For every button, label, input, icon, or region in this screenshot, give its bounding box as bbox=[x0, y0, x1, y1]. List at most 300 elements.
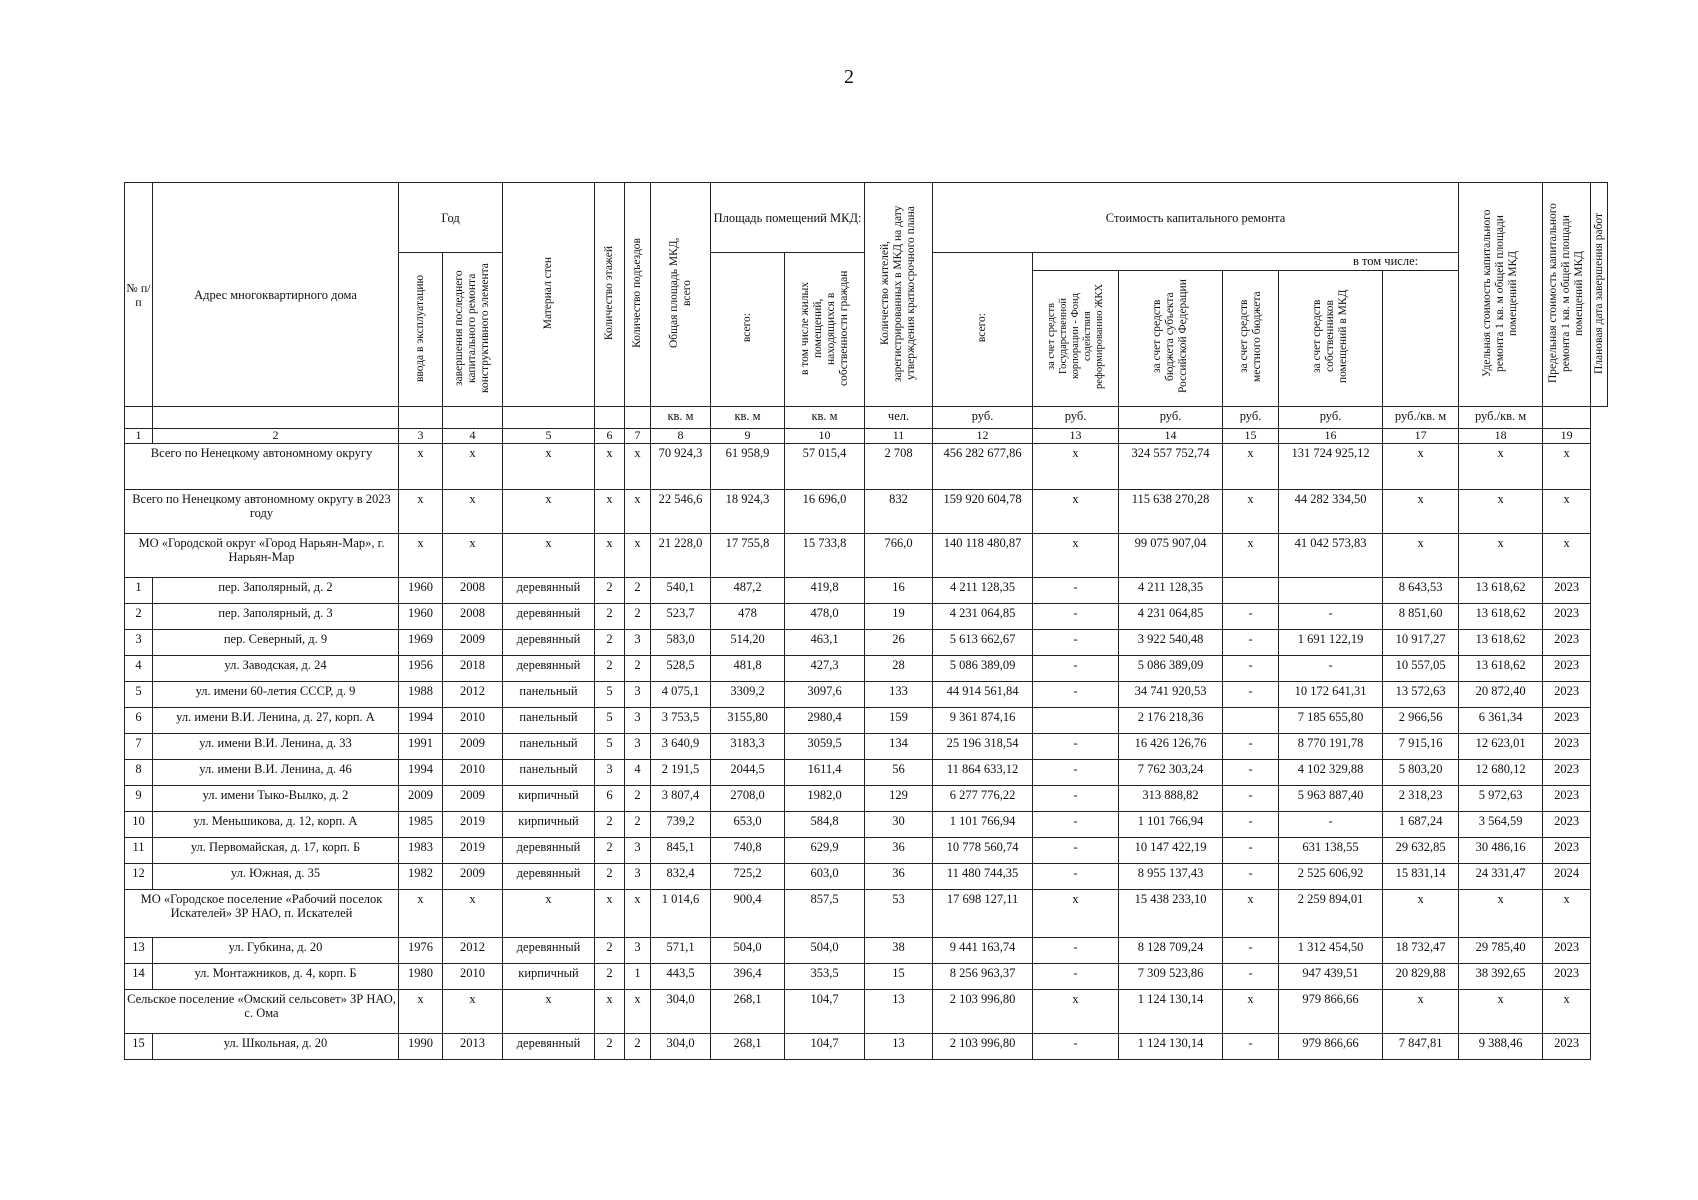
max-cost: 12 623,01 bbox=[1459, 734, 1543, 760]
cost-local: - bbox=[1223, 682, 1279, 708]
year-commission: 1990 bbox=[399, 1034, 443, 1060]
cost-fund: - bbox=[1033, 734, 1119, 760]
year-last-repair: 2013 bbox=[443, 1034, 503, 1060]
entrances: x bbox=[625, 490, 651, 534]
total-area: 21 228,0 bbox=[651, 534, 711, 578]
unit-label: руб./кв. м bbox=[1383, 407, 1459, 429]
row-number: 2 bbox=[125, 604, 153, 630]
premises-total: 481,8 bbox=[711, 656, 785, 682]
column-number: 9 bbox=[711, 429, 785, 444]
unit-label: кв. м bbox=[785, 407, 865, 429]
wall-material: панельный bbox=[503, 734, 595, 760]
header-premises-residential: в том числе жилых помещений, находящихся в собственности граждан bbox=[785, 253, 865, 407]
residents: 30 bbox=[865, 812, 933, 838]
cost-regional: 7 309 523,86 bbox=[1119, 964, 1223, 990]
cost-total: 4 211 128,35 bbox=[933, 578, 1033, 604]
year-last-repair: 2010 bbox=[443, 708, 503, 734]
cost-fund: - bbox=[1033, 838, 1119, 864]
cost-local: - bbox=[1223, 864, 1279, 890]
premises-residential: 16 696,0 bbox=[785, 490, 865, 534]
premises-total: 2708,0 bbox=[711, 786, 785, 812]
cost-local: x bbox=[1223, 990, 1279, 1034]
max-cost: x bbox=[1459, 444, 1543, 490]
header-owners: за счет средств собственников помещений в МКД bbox=[1279, 270, 1383, 406]
total-area: 3 640,9 bbox=[651, 734, 711, 760]
premises-residential: 15 733,8 bbox=[785, 534, 865, 578]
cost-total: 140 118 480,87 bbox=[933, 534, 1033, 578]
header-fund: за счет средств Государственной корпорации - Фонд содействия реформированию ЖКХ bbox=[1033, 270, 1119, 406]
cost-owners: 947 439,51 bbox=[1279, 964, 1383, 990]
units-blank bbox=[125, 407, 153, 429]
cost-total: 4 231 064,85 bbox=[933, 604, 1033, 630]
cost-owners: 979 866,66 bbox=[1279, 990, 1383, 1034]
floors: 6 bbox=[595, 786, 625, 812]
plan-date: x bbox=[1543, 890, 1591, 938]
table-row bbox=[125, 760, 1608, 786]
cost-owners: 979 866,66 bbox=[1279, 1034, 1383, 1060]
floors: x bbox=[595, 890, 625, 938]
cost-total: 9 441 163,74 bbox=[933, 938, 1033, 964]
group-row bbox=[125, 490, 1608, 534]
entrances: 4 bbox=[625, 760, 651, 786]
building-address: ул. Монтажников, д. 4, корп. Б bbox=[153, 964, 399, 990]
entrances: 3 bbox=[625, 630, 651, 656]
wall-material: x bbox=[503, 990, 595, 1034]
wall-material: деревянный bbox=[503, 630, 595, 656]
plan-date: 2023 bbox=[1543, 656, 1591, 682]
floors: x bbox=[595, 444, 625, 490]
year-commission: x bbox=[399, 490, 443, 534]
wall-material: панельный bbox=[503, 682, 595, 708]
wall-material: кирпичный bbox=[503, 812, 595, 838]
premises-total: 3155,80 bbox=[711, 708, 785, 734]
premises-total: 740,8 bbox=[711, 838, 785, 864]
column-number: 4 bbox=[443, 429, 503, 444]
year-commission: 1983 bbox=[399, 838, 443, 864]
entrances: x bbox=[625, 534, 651, 578]
repair-plan-table bbox=[124, 182, 1608, 1060]
wall-material: деревянный bbox=[503, 578, 595, 604]
residents: 134 bbox=[865, 734, 933, 760]
column-number: 17 bbox=[1383, 429, 1459, 444]
column-number-row bbox=[125, 429, 1608, 444]
cost-owners: - bbox=[1279, 812, 1383, 838]
max-cost: 30 486,16 bbox=[1459, 838, 1543, 864]
header-year: Год bbox=[399, 183, 503, 253]
unit-cost: 8 851,60 bbox=[1383, 604, 1459, 630]
floors: 2 bbox=[595, 578, 625, 604]
wall-material: x bbox=[503, 534, 595, 578]
residents: 13 bbox=[865, 990, 933, 1034]
total-area: 304,0 bbox=[651, 990, 711, 1034]
year-commission: 1960 bbox=[399, 604, 443, 630]
cost-fund: - bbox=[1033, 604, 1119, 630]
wall-material: x bbox=[503, 890, 595, 938]
floors: 3 bbox=[595, 760, 625, 786]
total-area: 528,5 bbox=[651, 656, 711, 682]
header-residents: Количество жителей, зарегистрированных в МКД на дату утверждения краткосрочного плана bbox=[865, 183, 933, 407]
row-number: 13 bbox=[125, 938, 153, 964]
column-number: 10 bbox=[785, 429, 865, 444]
unit-label: руб. bbox=[933, 407, 1033, 429]
wall-material: деревянный bbox=[503, 1034, 595, 1060]
unit-label: руб. bbox=[1223, 407, 1279, 429]
building-address: ул. имени 60-летия СССР, д. 9 bbox=[153, 682, 399, 708]
cost-fund: - bbox=[1033, 578, 1119, 604]
year-commission: 1960 bbox=[399, 578, 443, 604]
max-cost: 9 388,46 bbox=[1459, 1034, 1543, 1060]
column-number: 2 bbox=[153, 429, 399, 444]
cost-local: - bbox=[1223, 964, 1279, 990]
header-premises-area: Площадь помещений МКД: bbox=[711, 183, 865, 253]
cost-owners: 5 963 887,40 bbox=[1279, 786, 1383, 812]
year-commission: 1991 bbox=[399, 734, 443, 760]
year-last-repair: x bbox=[443, 990, 503, 1034]
cost-regional: 1 101 766,94 bbox=[1119, 812, 1223, 838]
row-number: 5 bbox=[125, 682, 153, 708]
wall-material: деревянный bbox=[503, 604, 595, 630]
wall-material: кирпичный bbox=[503, 964, 595, 990]
residents: 19 bbox=[865, 604, 933, 630]
wall-material: кирпичный bbox=[503, 786, 595, 812]
column-number: 18 bbox=[1459, 429, 1543, 444]
header-floors: Количество этажей bbox=[595, 183, 625, 407]
year-last-repair: 2009 bbox=[443, 734, 503, 760]
plan-date: 2023 bbox=[1543, 1034, 1591, 1060]
unit-label: кв. м bbox=[711, 407, 785, 429]
total-area: 571,1 bbox=[651, 938, 711, 964]
year-commission: 1985 bbox=[399, 812, 443, 838]
cost-fund: - bbox=[1033, 656, 1119, 682]
cost-local: - bbox=[1223, 604, 1279, 630]
premises-residential: 104,7 bbox=[785, 1034, 865, 1060]
entrances: x bbox=[625, 444, 651, 490]
header-cost: Стоимость капитального ремонта bbox=[933, 183, 1459, 253]
plan-date: x bbox=[1543, 490, 1591, 534]
building-address: ул. Губкина, д. 20 bbox=[153, 938, 399, 964]
max-cost: 13 618,62 bbox=[1459, 604, 1543, 630]
entrances: 2 bbox=[625, 786, 651, 812]
year-commission: 1994 bbox=[399, 760, 443, 786]
year-last-repair: 2009 bbox=[443, 864, 503, 890]
premises-residential: 1982,0 bbox=[785, 786, 865, 812]
residents: 13 bbox=[865, 1034, 933, 1060]
premises-total: 653,0 bbox=[711, 812, 785, 838]
year-last-repair: 2009 bbox=[443, 630, 503, 656]
cost-total: 8 256 963,37 bbox=[933, 964, 1033, 990]
residents: 159 bbox=[865, 708, 933, 734]
building-address: ул. имени Тыко-Вылко, д. 2 bbox=[153, 786, 399, 812]
year-commission: 1994 bbox=[399, 708, 443, 734]
cost-local: x bbox=[1223, 534, 1279, 578]
premises-total: 900,4 bbox=[711, 890, 785, 938]
group-label: Всего по Ненецкому автономному округу bbox=[125, 444, 399, 490]
cost-owners: 41 042 573,83 bbox=[1279, 534, 1383, 578]
cost-local: - bbox=[1223, 838, 1279, 864]
total-area: 22 546,6 bbox=[651, 490, 711, 534]
wall-material: x bbox=[503, 490, 595, 534]
page-number: 2 bbox=[844, 66, 854, 88]
floors: 2 bbox=[595, 656, 625, 682]
column-number: 16 bbox=[1279, 429, 1383, 444]
total-area: 304,0 bbox=[651, 1034, 711, 1060]
unit-label: руб. bbox=[1033, 407, 1119, 429]
building-address: пер. Заполярный, д. 2 bbox=[153, 578, 399, 604]
cost-regional: 115 638 270,28 bbox=[1119, 490, 1223, 534]
column-number: 3 bbox=[399, 429, 443, 444]
year-commission: 1982 bbox=[399, 864, 443, 890]
premises-residential: 603,0 bbox=[785, 864, 865, 890]
max-cost: 13 618,62 bbox=[1459, 578, 1543, 604]
building-address: ул. Первомайская, д. 17, корп. Б bbox=[153, 838, 399, 864]
unit-cost: 15 831,14 bbox=[1383, 864, 1459, 890]
column-number: 8 bbox=[651, 429, 711, 444]
total-area: 3 807,4 bbox=[651, 786, 711, 812]
table-row bbox=[125, 838, 1608, 864]
year-commission: 1980 bbox=[399, 964, 443, 990]
total-area: 70 924,3 bbox=[651, 444, 711, 490]
premises-residential: 478,0 bbox=[785, 604, 865, 630]
unit-cost: 2 318,23 bbox=[1383, 786, 1459, 812]
residents: 53 bbox=[865, 890, 933, 938]
table-row bbox=[125, 578, 1608, 604]
header-unit-cost: Удельная стоимость капитального ремонта 1 кв. м общей площади помещений МКД bbox=[1459, 183, 1543, 407]
header-premises-total: всего: bbox=[711, 253, 785, 407]
cost-owners: 2 259 894,01 bbox=[1279, 890, 1383, 938]
total-area: 523,7 bbox=[651, 604, 711, 630]
cost-regional: 4 211 128,35 bbox=[1119, 578, 1223, 604]
cost-fund: - bbox=[1033, 864, 1119, 890]
floors: 2 bbox=[595, 812, 625, 838]
unit-cost: 20 829,88 bbox=[1383, 964, 1459, 990]
premises-residential: 584,8 bbox=[785, 812, 865, 838]
residents: 129 bbox=[865, 786, 933, 812]
plan-date: 2023 bbox=[1543, 604, 1591, 630]
unit-cost: 18 732,47 bbox=[1383, 938, 1459, 964]
year-last-repair: 2019 bbox=[443, 812, 503, 838]
units-blank bbox=[625, 407, 651, 429]
premises-residential: 857,5 bbox=[785, 890, 865, 938]
premises-total: 3183,3 bbox=[711, 734, 785, 760]
cost-regional: 34 741 920,53 bbox=[1119, 682, 1223, 708]
cost-regional: 1 124 130,14 bbox=[1119, 1034, 1223, 1060]
floors: 2 bbox=[595, 1034, 625, 1060]
premises-residential: 3059,5 bbox=[785, 734, 865, 760]
group-label: МО «Городское поселение «Рабочий поселок Искателей» ЗР НАО, п. Искателей bbox=[125, 890, 399, 938]
plan-date: 2023 bbox=[1543, 938, 1591, 964]
header-plan-date: Плановая дата завершения работ bbox=[1591, 183, 1608, 407]
premises-total: 268,1 bbox=[711, 1034, 785, 1060]
residents: 36 bbox=[865, 838, 933, 864]
cost-total: 10 778 560,74 bbox=[933, 838, 1033, 864]
cost-regional: 10 147 422,19 bbox=[1119, 838, 1223, 864]
cost-total: 456 282 677,86 bbox=[933, 444, 1033, 490]
header-local: за счет средств местного бюджета bbox=[1223, 270, 1279, 406]
cost-regional: 2 176 218,36 bbox=[1119, 708, 1223, 734]
unit-cost: 10 917,27 bbox=[1383, 630, 1459, 656]
residents: 15 bbox=[865, 964, 933, 990]
cost-owners: 44 282 334,50 bbox=[1279, 490, 1383, 534]
units-blank bbox=[595, 407, 625, 429]
cost-owners: 2 525 606,92 bbox=[1279, 864, 1383, 890]
header-cost-total: всего: bbox=[933, 253, 1033, 407]
cost-local: x bbox=[1223, 490, 1279, 534]
plan-date: x bbox=[1543, 990, 1591, 1034]
cost-regional: 15 438 233,10 bbox=[1119, 890, 1223, 938]
cost-fund: x bbox=[1033, 490, 1119, 534]
year-last-repair: 2010 bbox=[443, 760, 503, 786]
premises-total: 396,4 bbox=[711, 964, 785, 990]
unit-label: руб. bbox=[1279, 407, 1383, 429]
premises-residential: 504,0 bbox=[785, 938, 865, 964]
row-number: 4 bbox=[125, 656, 153, 682]
table-row bbox=[125, 708, 1608, 734]
cost-owners: 631 138,55 bbox=[1279, 838, 1383, 864]
plan-date: 2023 bbox=[1543, 682, 1591, 708]
table-row bbox=[125, 812, 1608, 838]
wall-material: деревянный bbox=[503, 864, 595, 890]
max-cost: 5 972,63 bbox=[1459, 786, 1543, 812]
year-last-repair: 2012 bbox=[443, 682, 503, 708]
header-no: № п/п bbox=[125, 183, 153, 407]
group-row bbox=[125, 890, 1608, 938]
max-cost: x bbox=[1459, 990, 1543, 1034]
table-row bbox=[125, 786, 1608, 812]
cost-owners bbox=[1279, 578, 1383, 604]
group-label: Сельское поселение «Омский сельсовет» ЗР НАО, с. Ома bbox=[125, 990, 399, 1034]
group-label: МО «Городской округ «Город Нарьян-Мар», г. Нарьян-Мар bbox=[125, 534, 399, 578]
row-number: 14 bbox=[125, 964, 153, 990]
year-commission: x bbox=[399, 534, 443, 578]
total-area: 2 191,5 bbox=[651, 760, 711, 786]
cost-regional: 4 231 064,85 bbox=[1119, 604, 1223, 630]
premises-residential: 1611,4 bbox=[785, 760, 865, 786]
cost-fund: - bbox=[1033, 630, 1119, 656]
floors: 2 bbox=[595, 838, 625, 864]
residents: 2 708 bbox=[865, 444, 933, 490]
column-number: 7 bbox=[625, 429, 651, 444]
floors: 2 bbox=[595, 630, 625, 656]
cost-regional: 8 955 137,43 bbox=[1119, 864, 1223, 890]
building-address: ул. имени В.И. Ленина, д. 46 bbox=[153, 760, 399, 786]
table-row bbox=[125, 604, 1608, 630]
units-blank bbox=[443, 407, 503, 429]
max-cost: 6 361,34 bbox=[1459, 708, 1543, 734]
year-last-repair: 2008 bbox=[443, 604, 503, 630]
cost-owners: 131 724 925,12 bbox=[1279, 444, 1383, 490]
header-address: Адрес многоквартирного дома bbox=[153, 183, 399, 407]
residents: 766,0 bbox=[865, 534, 933, 578]
plan-date: 2023 bbox=[1543, 708, 1591, 734]
floors: x bbox=[595, 990, 625, 1034]
cost-local: - bbox=[1223, 1034, 1279, 1060]
cost-local: - bbox=[1223, 812, 1279, 838]
year-commission: x bbox=[399, 444, 443, 490]
row-number: 1 bbox=[125, 578, 153, 604]
entrances: x bbox=[625, 990, 651, 1034]
plan-date: 2023 bbox=[1543, 734, 1591, 760]
cost-owners: 1 312 454,50 bbox=[1279, 938, 1383, 964]
cost-regional: 7 762 303,24 bbox=[1119, 760, 1223, 786]
year-commission: 1956 bbox=[399, 656, 443, 682]
total-area: 540,1 bbox=[651, 578, 711, 604]
cost-owners: 4 102 329,88 bbox=[1279, 760, 1383, 786]
year-last-repair: 2012 bbox=[443, 938, 503, 964]
unit-cost: 8 643,53 bbox=[1383, 578, 1459, 604]
column-number: 5 bbox=[503, 429, 595, 444]
max-cost: 3 564,59 bbox=[1459, 812, 1543, 838]
residents: 36 bbox=[865, 864, 933, 890]
row-number: 12 bbox=[125, 864, 153, 890]
cost-fund bbox=[1033, 708, 1119, 734]
floors: 2 bbox=[595, 864, 625, 890]
premises-residential: 427,3 bbox=[785, 656, 865, 682]
cost-owners: 8 770 191,78 bbox=[1279, 734, 1383, 760]
premises-residential: 463,1 bbox=[785, 630, 865, 656]
header-regional: за счет средств бюджета субъекта Российской Федерации bbox=[1119, 270, 1223, 406]
cost-local: - bbox=[1223, 630, 1279, 656]
total-area: 4 075,1 bbox=[651, 682, 711, 708]
cost-local: x bbox=[1223, 444, 1279, 490]
row-number: 10 bbox=[125, 812, 153, 838]
column-number: 14 bbox=[1119, 429, 1223, 444]
cost-total: 9 361 874,16 bbox=[933, 708, 1033, 734]
floors: x bbox=[595, 490, 625, 534]
wall-material: панельный bbox=[503, 708, 595, 734]
header-year-last-repair: завершения последнего капитального ремонта конструктивного элемента bbox=[443, 253, 503, 407]
year-commission: 1988 bbox=[399, 682, 443, 708]
cost-fund: - bbox=[1033, 760, 1119, 786]
max-cost: x bbox=[1459, 890, 1543, 938]
cost-fund: - bbox=[1033, 1034, 1119, 1060]
cost-local bbox=[1223, 708, 1279, 734]
cost-fund: - bbox=[1033, 786, 1119, 812]
building-address: ул. Меньшикова, д. 12, корп. А bbox=[153, 812, 399, 838]
premises-residential: 2980,4 bbox=[785, 708, 865, 734]
cost-fund: - bbox=[1033, 812, 1119, 838]
column-number: 6 bbox=[595, 429, 625, 444]
year-last-repair: x bbox=[443, 444, 503, 490]
premises-total: 17 755,8 bbox=[711, 534, 785, 578]
max-cost: 13 618,62 bbox=[1459, 656, 1543, 682]
unit-cost: x bbox=[1383, 490, 1459, 534]
entrances: 2 bbox=[625, 578, 651, 604]
entrances: 1 bbox=[625, 964, 651, 990]
cost-total: 44 914 561,84 bbox=[933, 682, 1033, 708]
cost-owners: 10 172 641,31 bbox=[1279, 682, 1383, 708]
unit-label: чел. bbox=[865, 407, 933, 429]
unit-cost: x bbox=[1383, 890, 1459, 938]
wall-material: x bbox=[503, 444, 595, 490]
cost-total: 17 698 127,11 bbox=[933, 890, 1033, 938]
cost-regional: 5 086 389,09 bbox=[1119, 656, 1223, 682]
total-area: 3 753,5 bbox=[651, 708, 711, 734]
unit-label: руб. bbox=[1119, 407, 1223, 429]
table-row bbox=[125, 682, 1608, 708]
cost-fund: - bbox=[1033, 682, 1119, 708]
header-max-cost: Предельная стоимость капитального ремонта 1 кв. м общей площади помещений МКД bbox=[1543, 183, 1591, 407]
column-number: 1 bbox=[125, 429, 153, 444]
year-last-repair: 2009 bbox=[443, 786, 503, 812]
cost-local: - bbox=[1223, 656, 1279, 682]
max-cost: 38 392,65 bbox=[1459, 964, 1543, 990]
group-row bbox=[125, 534, 1608, 578]
column-number: 19 bbox=[1543, 429, 1591, 444]
cost-owners: - bbox=[1279, 656, 1383, 682]
premises-residential: 419,8 bbox=[785, 578, 865, 604]
plan-date: 2024 bbox=[1543, 864, 1591, 890]
header-including: в том числе: bbox=[1033, 253, 1459, 271]
